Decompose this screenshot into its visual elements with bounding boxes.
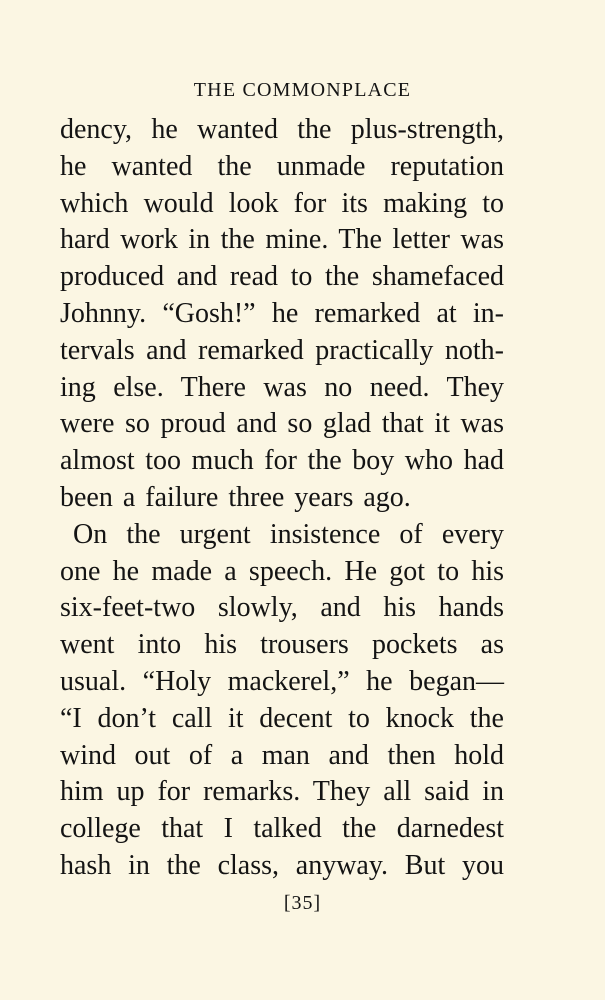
text-line: usual. “Holy mackerel,” he began— bbox=[60, 665, 504, 697]
text-line: produced and read to the shamefaced bbox=[60, 261, 504, 293]
text-line: tervals and remarked practically noth- bbox=[60, 334, 504, 366]
body-text bbox=[60, 112, 504, 885]
text-line: college that I talked the darnedest bbox=[60, 813, 504, 845]
text-line: one he made a speech. He got to his bbox=[60, 555, 504, 587]
text-line: Johnny. “Gosh!” he remarked at in- bbox=[60, 297, 504, 329]
text-line: he wanted the unmade reputation bbox=[60, 150, 504, 182]
running-head: THE COMMONPLACE bbox=[193, 79, 412, 101]
paragraph-start-line: On the urgent insistence of every bbox=[73, 518, 504, 550]
text-line: ing else. There was no need. They bbox=[60, 371, 504, 403]
text-line: which would look for its making to bbox=[60, 187, 504, 219]
text-line: hash in the class, anyway. But you bbox=[60, 849, 504, 881]
page-number: [35] bbox=[283, 892, 322, 914]
text-line: hard work in the mine. The letter was bbox=[60, 224, 504, 256]
text-line: almost too much for the boy who had bbox=[60, 445, 504, 477]
text-line: were so proud and so glad that it was bbox=[60, 408, 504, 440]
text-line: wind out of a man and then hold bbox=[60, 739, 504, 771]
paragraph-end-line: been a failure three years ago. bbox=[60, 481, 411, 513]
text-line: him up for remarks. They all said in bbox=[60, 776, 504, 808]
text-line: six-feet-two slowly, and his hands bbox=[60, 592, 504, 624]
text-line: “I don’t call it decent to knock the bbox=[60, 702, 504, 734]
text-line: dency, he wanted the plus-strength, bbox=[60, 114, 504, 145]
text-line: went into his trousers pockets as bbox=[60, 629, 504, 661]
